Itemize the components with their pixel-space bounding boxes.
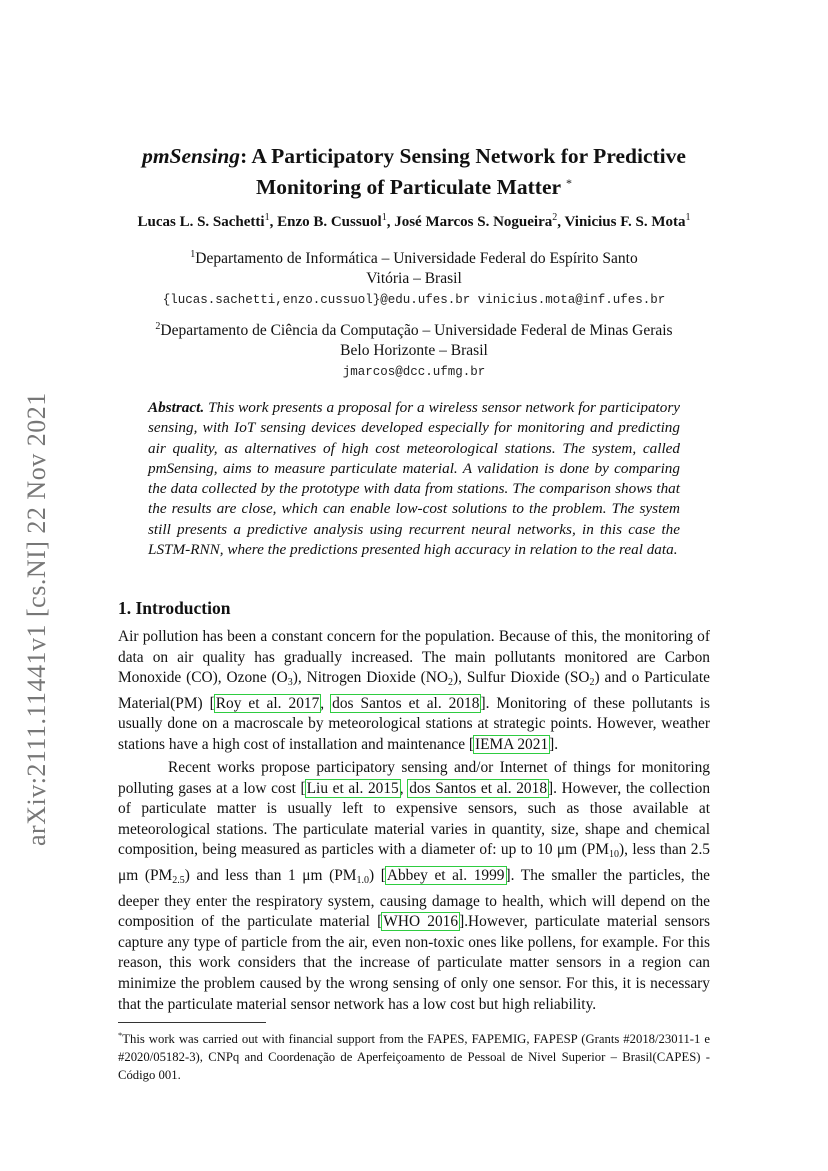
text-run: ]. Monitoring of these pollutants is usually done on a macroscale by meteorological stations at strategic points. However, weather stations have a high cost of installation and maintenance [ [118,694,710,753]
text-run: ]. The smaller the particles, the deeper they enter the respiratory system, causing damage to health, which will depend on the composition of the particulate material [ [118,866,710,931]
abstract-label: Abstract. [148,399,205,416]
title-line2: Monitoring of Particulate Matter [255,175,561,199]
affiliation-emails: {lucas.sachetti,enzo.cussuol}@edu.ufes.br vinicius.mota@inf.ufes.br [162,293,666,307]
text-run: ) and less than 1 μm (PM [184,866,357,884]
text-run: ]. However, the collection of particulate matter is usually left to expensive sensors, such as those available at meteorological stations. The particulate material varies in quantity, size, shape and chemical composition, being measured as particles with a diameter of: up to 10 μm (PM [118,779,711,859]
text-run: ) [ [368,866,386,884]
subscript: 10 [608,849,619,861]
footnote-rule [118,1022,266,1023]
text-run: ), less than 2.5 μm (PM [118,841,710,884]
title-footnote-mark: * [566,176,573,190]
author-affiliation: 1 [685,212,691,223]
title-line1: : A Participatory Sensing Network for Predictive [240,144,686,168]
subscript: 3 [287,677,293,689]
citation-link[interactable]: Roy et al. 2017 [215,694,320,712]
subscript: 2.5 [172,874,185,886]
text-run: Air pollution has been a constant concern for the population. Because of this, the monitoring of data on air quality has gradually increased. The main pollutants monitored are Carbon Monoxide (CO), Ozone (O [118,628,710,687]
citation-link[interactable]: dos Santos et al. 2018 [332,694,480,712]
author-affiliation: 1 [264,212,270,223]
affiliation-dept: Departamento de Ciência da Computação – Universidade Federal de Minas Gerais [160,322,673,339]
subscript: 1.0 [356,874,369,886]
author-name: Vinicius F. S. Mota [564,214,686,230]
affiliation-location: Vitória – Brasil [366,270,462,287]
author-affiliation: 1 [381,212,387,223]
citation-link[interactable]: Abbey et al. 1999 [386,866,505,884]
paragraph-1 [118,627,710,756]
citation-link[interactable]: IEMA 2021 [475,735,549,753]
text-run: , [320,694,332,712]
paper-title [100,143,728,201]
affiliation-1 [80,245,748,310]
text-run: ), Sulfur Dioxide (SO [453,669,590,687]
author-name: José Marcos S. Nogueira [394,214,553,230]
text-run: ) and o Particulate Material(PM) [ [118,669,710,712]
footnote-text: This work was carried out with financial support from the FAPES, FAPEMIG, FAPESP (Grants #2018/23011-1 e #2020/05182-3), CNPq and Coordenação de Aperfeiçoamento de Pessoal de Nivel Superior – Brasil(CAPES) - Código 001. [118,1032,710,1082]
affiliation-dept: Departamento de Informática – Universidade Federal do Espírito Santo [195,250,638,267]
citation-link[interactable]: Liu et al. 2015 [306,779,399,797]
citation-link[interactable]: dos Santos et al. 2018 [409,779,548,797]
affiliation-emails: jmarcos@dcc.ufmg.br [342,365,486,379]
text-run: ]. [549,735,559,753]
author-affiliation: 2 [552,212,558,223]
affiliation-location: Belo Horizonte – Brasil [340,342,488,359]
affiliation-number: 2 [155,321,161,332]
text-run: ), Nitrogen Dioxide (NO [292,669,449,687]
affiliation-2 [80,317,748,382]
footnote-mark: * [118,1030,123,1040]
arxiv-stamp: arXiv:2111.11441v1 [cs.NI] 22 Nov 2021 [22,392,51,846]
title-italic: pmSensing [142,144,241,168]
affiliation-number: 1 [190,249,196,260]
text-run: Recent works propose participatory sensing and/or Internet of things for monitoring polluting gases at a low cost [ [118,759,710,797]
abstract-text: This work presents a proposal for a wireless sensor network for participatory sensing, with IoT sensing devices developed especially for monitoring and predicting air quality, as alternatives of high cost meteorological stations. The system, called pmSensing, aims to measure particulate material. A validation is done by comparing the data collected by the prototype with data from stations. The comparison shows that the results are close, which can enable low-cost solutions to the problem. The system still presents a predictive analysis using recurrent neural networks, in this case the LSTM-RNN, where the predictions presented high accuracy in relation to the real data. [148,399,680,559]
text-run: ].However, particulate material sensors capture any type of particle from the air, even non-toxic ones like pollens, for example. For this reason, this work considers that the increase of particulate matter sensors in a region can minimize the problem caused by the wrong sensing of only one sensor. For this, it is necessary that the particulate material sensor network has a low cost but high reliability. [118,913,710,1013]
footnote [118,1027,710,1084]
section-heading: 1. Introduction [118,598,231,618]
subscript: 2 [589,677,595,689]
author-name: Enzo B. Cussuol [277,214,382,230]
author-list: Lucas L. S. Sachetti$^1$, Enzo B. Cussuol$^1$, José Marcos S. Nogueira$^2$, Vinicius F. S. Mota$^1$ [137,212,691,230]
author-name: Lucas L. S. Sachetti [137,214,265,230]
text-run: , [399,779,409,797]
subscript: 2 [448,677,454,689]
paragraph-2 [118,758,710,1015]
abstract [148,398,680,560]
citation-link[interactable]: WHO 2016 [383,913,459,931]
